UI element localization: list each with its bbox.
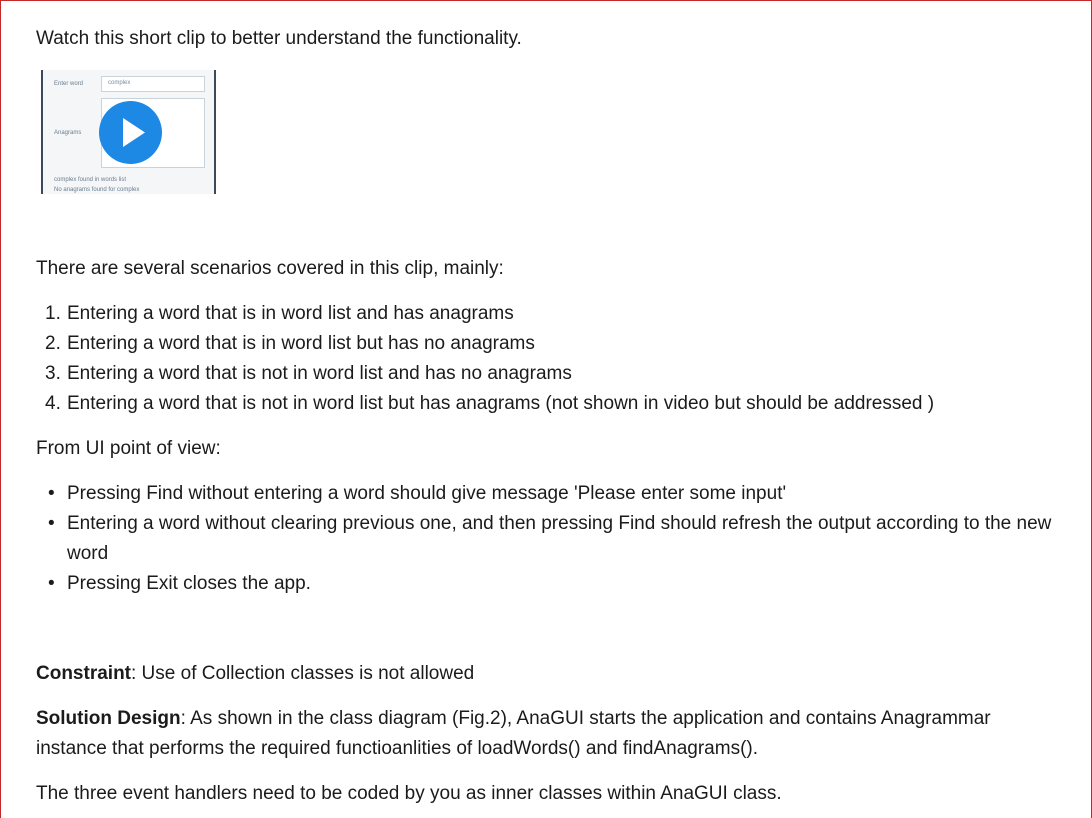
scenario-number: 4. — [45, 393, 61, 414]
video-anagrams-label: Anagrams — [54, 130, 82, 136]
play-button[interactable] — [99, 101, 162, 164]
scenario-item — [45, 299, 934, 329]
constraint-paragraph — [36, 659, 474, 689]
intro-text: Watch this short clip to better understand the functionality. — [36, 28, 522, 49]
scenario-number: 2. — [45, 333, 61, 354]
ui-point-item: • Pressing Find without entering a word should give message 'Please enter some input' — [67, 479, 1092, 509]
solution-label: Solution Design — [36, 708, 181, 729]
scenario-text: Entering a word that is in word list and has anagrams — [67, 303, 514, 324]
ui-point-list — [36, 479, 1092, 599]
scenario-list — [36, 299, 934, 419]
scenario-text: Entering a word that is not in word list and has no anagrams — [67, 363, 572, 384]
video-word-field — [101, 76, 205, 92]
scenario-item — [45, 359, 934, 389]
scenario-item — [45, 389, 935, 419]
handlers-paragraph: The three event handlers need to be coded by you as inner classes within AnaGUI class. — [36, 783, 782, 804]
video-thumbnail[interactable] — [41, 70, 216, 194]
video-status-line-1: complex found in words list — [54, 177, 127, 183]
video-status-line-2: No anagrams found for complex — [54, 187, 140, 193]
ui-view-intro: From UI point of view: — [36, 438, 221, 459]
scenario-item — [45, 329, 934, 359]
scenarios-intro: There are several scenarios covered in this clip, mainly: — [36, 258, 504, 279]
solution-paragraph — [36, 704, 1056, 764]
play-icon — [99, 101, 162, 164]
scenario-text: Entering a word that is in word list but has no anagrams — [67, 333, 535, 354]
solution-text: : As shown in the class diagram (Fig.2), AnaGUI starts the application and contains Anagrammar instance that performs the required functioanlities of loadWords() and findAnagrams(). — [36, 708, 991, 759]
constraint-label: Constraint — [36, 663, 131, 684]
scenario-number: 3. — [45, 363, 61, 384]
ui-point-item: • Entering a word without clearing previous one, and then pressing Find should refresh the output according to the new word — [67, 509, 1092, 569]
ui-point-item: • Pressing Exit closes the app. — [67, 569, 1092, 599]
constraint-text: : Use of Collection classes is not allowed — [131, 663, 475, 684]
video-enter-word-label: Enter word — [54, 81, 84, 87]
video-word-value: complex — [108, 80, 131, 86]
scenario-number: 1. — [45, 303, 61, 324]
scenario-text: Entering a word that is not in word list but has anagrams (not shown in video but should be addressed ) — [67, 393, 935, 414]
